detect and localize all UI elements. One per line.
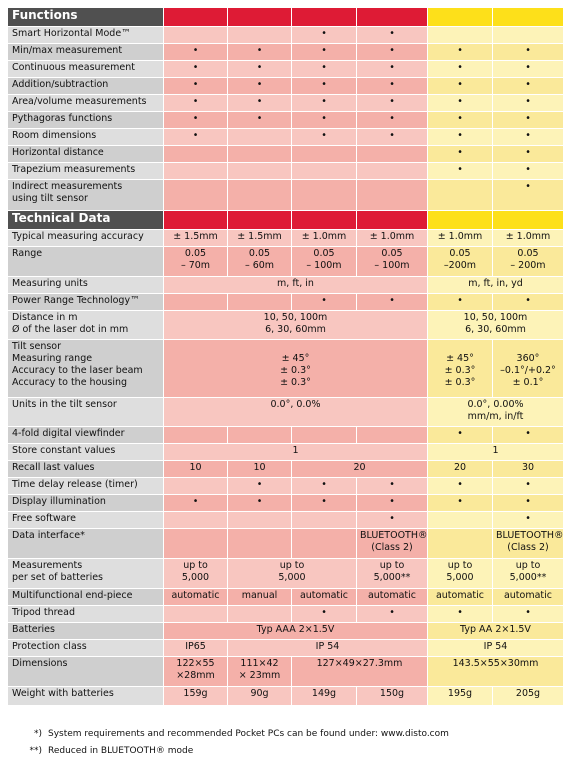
feature-dot: •: [164, 44, 228, 61]
row-label: Store constant values: [8, 444, 164, 461]
value-cell: automatic: [292, 589, 357, 606]
value-cell: 0.05 – 100m: [292, 247, 357, 277]
empty-cell: [228, 529, 292, 559]
spec-row: [8, 247, 564, 277]
empty-cell: [292, 211, 357, 230]
row-label: Measuring units: [8, 277, 164, 294]
empty-cell: [164, 512, 228, 529]
feature-dot: •: [292, 78, 357, 95]
empty-cell: [493, 8, 564, 27]
feature-dot: •: [428, 163, 493, 180]
empty-cell: [493, 27, 564, 44]
spec-row: [8, 180, 564, 211]
empty-cell: [228, 512, 292, 529]
value-cell: 0.05 – 60m: [228, 247, 292, 277]
row-label: 4-fold digital viewfinder: [8, 427, 164, 444]
empty-cell: [428, 211, 493, 230]
value-cell: ± 1.0mm: [357, 230, 428, 247]
value-cell: 127×49×27.3mm: [292, 657, 428, 687]
spec-row: [8, 44, 564, 61]
empty-cell: [228, 606, 292, 623]
spec-row: [8, 61, 564, 78]
value-cell: ± 1.5mm: [228, 230, 292, 247]
feature-dot: •: [357, 44, 428, 61]
feature-dot: •: [292, 478, 357, 495]
empty-cell: [164, 180, 228, 211]
row-label: Time delay release (timer): [8, 478, 164, 495]
feature-dot: •: [428, 478, 493, 495]
spec-row: [8, 495, 564, 512]
row-label: Typical measuring accuracy: [8, 230, 164, 247]
row-label: Data interface*: [8, 529, 164, 559]
value-cell: m, ft, in, yd: [428, 277, 564, 294]
spec-row: [8, 657, 564, 687]
feature-dot: •: [428, 61, 493, 78]
empty-cell: [357, 211, 428, 230]
row-label: Addition/subtraction: [8, 78, 164, 95]
feature-dot: •: [357, 27, 428, 44]
row-label: Continuous measurement: [8, 61, 164, 78]
feature-dot: •: [493, 294, 564, 311]
feature-dot: •: [493, 146, 564, 163]
feature-dot: •: [428, 112, 493, 129]
feature-dot: •: [292, 606, 357, 623]
footnote: [8, 726, 564, 743]
spec-row: [8, 687, 564, 706]
spec-row: [8, 529, 564, 559]
value-cell: 90g: [228, 687, 292, 706]
value-cell: automatic: [357, 589, 428, 606]
feature-dot: •: [428, 44, 493, 61]
row-label: Area/volume measurements: [8, 95, 164, 112]
feature-dot: •: [493, 180, 564, 211]
value-cell: 10: [164, 461, 228, 478]
empty-cell: [428, 512, 493, 529]
feature-dot: •: [493, 129, 564, 146]
empty-cell: [292, 427, 357, 444]
feature-dot: •: [493, 495, 564, 512]
feature-dot: •: [493, 606, 564, 623]
value-cell: 20: [292, 461, 428, 478]
footnote: [8, 743, 564, 760]
value-cell: manual: [228, 589, 292, 606]
empty-cell: [228, 129, 292, 146]
value-cell: 360° –0.1°/+0.2° ± 0.1°: [493, 340, 564, 398]
empty-cell: [164, 294, 228, 311]
value-cell: 20: [428, 461, 493, 478]
spec-row: [8, 27, 564, 44]
feature-dot: •: [357, 294, 428, 311]
feature-dot: •: [493, 61, 564, 78]
feature-dot: •: [428, 129, 493, 146]
spec-row: [8, 112, 564, 129]
feature-dot: •: [428, 427, 493, 444]
value-cell: BLUETOOTH® (Class 2): [357, 529, 428, 559]
feature-dot: •: [428, 146, 493, 163]
feature-dot: •: [428, 606, 493, 623]
spec-row: [8, 129, 564, 146]
feature-dot: •: [428, 495, 493, 512]
row-label: Free software: [8, 512, 164, 529]
empty-cell: [292, 180, 357, 211]
spec-row: [8, 294, 564, 311]
value-cell: 159g: [164, 687, 228, 706]
empty-cell: [228, 180, 292, 211]
spec-row: [8, 640, 564, 657]
row-label: Measurements per set of batteries: [8, 559, 164, 589]
spec-row: [8, 78, 564, 95]
spec-row: [8, 163, 564, 180]
empty-cell: [228, 427, 292, 444]
spec-row: [8, 559, 564, 589]
value-cell: 111×42 × 23mm: [228, 657, 292, 687]
row-label: Weight with batteries: [8, 687, 164, 706]
spec-row: [8, 444, 564, 461]
feature-dot: •: [228, 495, 292, 512]
empty-cell: [228, 294, 292, 311]
value-cell: m, ft, in: [164, 277, 428, 294]
feature-dot: •: [292, 27, 357, 44]
empty-cell: [228, 211, 292, 230]
footnote-marker: *): [33, 729, 42, 739]
spec-row: [8, 277, 564, 294]
feature-dot: •: [357, 495, 428, 512]
footnote-text: System requirements and recommended Pocket PCs can be found under: www.disto.com: [48, 729, 449, 739]
feature-dot: •: [357, 606, 428, 623]
feature-dot: •: [428, 294, 493, 311]
footnotes: [8, 726, 564, 760]
empty-cell: [164, 211, 228, 230]
value-cell: 1: [164, 444, 428, 461]
feature-dot: •: [164, 129, 228, 146]
value-cell: 149g: [292, 687, 357, 706]
value-cell: BLUETOOTH® (Class 2): [493, 529, 564, 559]
spec-row: [8, 512, 564, 529]
value-cell: 1: [428, 444, 564, 461]
empty-cell: [428, 27, 493, 44]
value-cell: 10, 50, 100m 6, 30, 60mm: [164, 311, 428, 340]
feature-dot: •: [493, 512, 564, 529]
value-cell: ± 45° ± 0.3° ± 0.3°: [428, 340, 493, 398]
feature-dot: •: [164, 95, 228, 112]
value-cell: 10: [228, 461, 292, 478]
feature-dot: •: [292, 294, 357, 311]
empty-cell: [228, 163, 292, 180]
feature-dot: •: [228, 78, 292, 95]
spec-row: [8, 623, 564, 640]
empty-cell: [164, 27, 228, 44]
section-title: Technical Data: [8, 211, 164, 230]
empty-cell: [357, 163, 428, 180]
empty-cell: [164, 146, 228, 163]
value-cell: 0.05 –200m: [428, 247, 493, 277]
value-cell: ± 45° ± 0.3° ± 0.3°: [164, 340, 428, 398]
empty-cell: [164, 529, 228, 559]
value-cell: 122×55 ×28mm: [164, 657, 228, 687]
feature-dot: •: [164, 495, 228, 512]
feature-dot: •: [292, 61, 357, 78]
empty-cell: [357, 8, 428, 27]
feature-dot: •: [228, 478, 292, 495]
value-cell: 10, 50, 100m 6, 30, 60mm: [428, 311, 564, 340]
empty-cell: [493, 211, 564, 230]
empty-cell: [164, 606, 228, 623]
feature-dot: •: [493, 95, 564, 112]
row-label: Room dimensions: [8, 129, 164, 146]
spec-row: [8, 398, 564, 427]
row-label: Units in the tilt sensor: [8, 398, 164, 427]
spec-row: [8, 146, 564, 163]
feature-dot: •: [357, 78, 428, 95]
spec-row: [8, 230, 564, 247]
feature-dot: •: [292, 129, 357, 146]
row-label: Dimensions: [8, 657, 164, 687]
empty-cell: [292, 163, 357, 180]
value-cell: automatic: [164, 589, 228, 606]
value-cell: 0.05 – 70m: [164, 247, 228, 277]
value-cell: 150g: [357, 687, 428, 706]
section-title: Functions: [8, 8, 164, 27]
feature-dot: •: [292, 44, 357, 61]
feature-dot: •: [292, 495, 357, 512]
value-cell: 0.0°, 0.00% mm/m, in/ft: [428, 398, 564, 427]
row-label: Multifunctional end-piece: [8, 589, 164, 606]
value-cell: 30: [493, 461, 564, 478]
spec-row: [8, 427, 564, 444]
feature-dot: •: [292, 95, 357, 112]
row-label: Recall last values: [8, 461, 164, 478]
feature-dot: •: [164, 61, 228, 78]
value-cell: automatic: [493, 589, 564, 606]
footnote-marker: **): [29, 746, 42, 756]
value-cell: Typ AAA 2×1.5V: [164, 623, 428, 640]
section-header-row: [8, 8, 564, 27]
empty-cell: [292, 146, 357, 163]
value-cell: IP 54: [228, 640, 428, 657]
value-cell: 0.05 – 200m: [493, 247, 564, 277]
empty-cell: [357, 146, 428, 163]
empty-cell: [164, 163, 228, 180]
feature-dot: •: [357, 129, 428, 146]
row-label: Smart Horizontal Mode™: [8, 27, 164, 44]
feature-dot: •: [357, 512, 428, 529]
empty-cell: [164, 478, 228, 495]
value-cell: automatic: [428, 589, 493, 606]
spec-row: [8, 95, 564, 112]
value-cell: Typ AA 2×1.5V: [428, 623, 564, 640]
spec-table-body: [8, 8, 564, 706]
empty-cell: [228, 146, 292, 163]
feature-dot: •: [164, 78, 228, 95]
footnote-text: Reduced in BLUETOOTH® mode: [48, 746, 194, 756]
value-cell: ± 1.5mm: [164, 230, 228, 247]
value-cell: IP 54: [428, 640, 564, 657]
value-cell: up to 5,000: [228, 559, 357, 589]
feature-dot: •: [228, 112, 292, 129]
spec-row: [8, 461, 564, 478]
spec-table: [8, 8, 564, 706]
value-cell: ± 1.0mm: [292, 230, 357, 247]
value-cell: up to 5,000: [428, 559, 493, 589]
feature-dot: •: [357, 478, 428, 495]
feature-dot: •: [228, 61, 292, 78]
empty-cell: [164, 427, 228, 444]
value-cell: up to 5,000**: [357, 559, 428, 589]
value-cell: ± 1.0mm: [428, 230, 493, 247]
feature-dot: •: [164, 112, 228, 129]
feature-dot: •: [228, 95, 292, 112]
empty-cell: [228, 8, 292, 27]
row-label: Display illumination: [8, 495, 164, 512]
row-label: Pythagoras functions: [8, 112, 164, 129]
feature-dot: •: [357, 61, 428, 78]
row-label: Batteries: [8, 623, 164, 640]
empty-cell: [428, 180, 493, 211]
empty-cell: [228, 27, 292, 44]
empty-cell: [292, 529, 357, 559]
value-cell: 195g: [428, 687, 493, 706]
row-label: Power Range Technology™: [8, 294, 164, 311]
spec-row: [8, 311, 564, 340]
row-label: Tripod thread: [8, 606, 164, 623]
row-label: Protection class: [8, 640, 164, 657]
row-label: Trapezium measurements: [8, 163, 164, 180]
section-header-row: [8, 211, 564, 230]
feature-dot: •: [493, 163, 564, 180]
spec-row: [8, 478, 564, 495]
feature-dot: •: [428, 78, 493, 95]
row-label: Range: [8, 247, 164, 277]
value-cell: IP65: [164, 640, 228, 657]
value-cell: up to 5,000**: [493, 559, 564, 589]
row-label: Distance in m Ø of the laser dot in mm: [8, 311, 164, 340]
row-label: Tilt sensor Measuring range Accuracy to the laser beam Accuracy to the housing: [8, 340, 164, 398]
feature-dot: •: [428, 95, 493, 112]
feature-dot: •: [493, 78, 564, 95]
feature-dot: •: [493, 112, 564, 129]
row-label: Indirect measurements using tilt sensor: [8, 180, 164, 211]
value-cell: up to 5,000: [164, 559, 228, 589]
empty-cell: [292, 512, 357, 529]
empty-cell: [292, 8, 357, 27]
empty-cell: [428, 8, 493, 27]
feature-dot: •: [493, 478, 564, 495]
spec-row: [8, 606, 564, 623]
feature-dot: •: [357, 95, 428, 112]
value-cell: 205g: [493, 687, 564, 706]
value-cell: 0.05 – 100m: [357, 247, 428, 277]
feature-dot: •: [292, 112, 357, 129]
feature-dot: •: [357, 112, 428, 129]
row-label: Horizontal distance: [8, 146, 164, 163]
value-cell: 143.5×55×30mm: [428, 657, 564, 687]
spec-row: [8, 589, 564, 606]
empty-cell: [357, 427, 428, 444]
feature-dot: •: [493, 44, 564, 61]
empty-cell: [164, 8, 228, 27]
spec-row: [8, 340, 564, 398]
empty-cell: [357, 180, 428, 211]
feature-dot: •: [228, 44, 292, 61]
feature-dot: •: [493, 427, 564, 444]
value-cell: ± 1.0mm: [493, 230, 564, 247]
row-label: Min/max measurement: [8, 44, 164, 61]
value-cell: 0.0°, 0.0%: [164, 398, 428, 427]
empty-cell: [428, 529, 493, 559]
